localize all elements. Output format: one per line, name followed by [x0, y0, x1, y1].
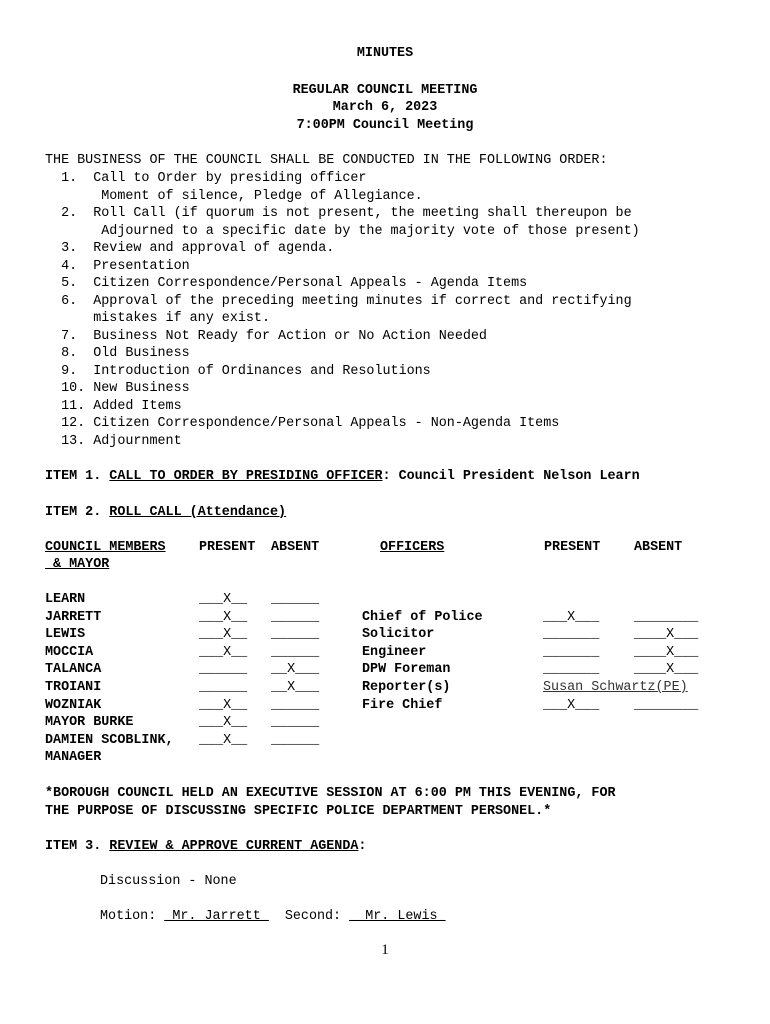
officers-header: OFFICERS — [380, 540, 445, 555]
member-absent: __X___ — [271, 662, 320, 678]
officer-present-header: PRESENT — [544, 540, 601, 555]
item-1 — [45, 468, 640, 485]
item-1-heading: CALL TO ORDER BY PRESIDING OFFICER — [109, 469, 383, 484]
member-name: DAMIEN SCOBLINK, — [45, 732, 174, 748]
officer-name: Engineer — [362, 644, 427, 660]
item-3-prefix: ITEM 3. — [45, 839, 110, 854]
meeting-type: REGULAR COUNCIL MEETING — [292, 83, 478, 98]
order-line: mistakes if any exist. — [45, 311, 270, 326]
members-header-2: & MAYOR — [45, 557, 110, 572]
order-line: 9. Introduction of Ordinances and Resolutions — [45, 363, 431, 379]
document-title: MINUTES — [356, 46, 414, 61]
officer-absent: ____X___ — [634, 644, 699, 660]
member-present: ___X__ — [199, 627, 248, 643]
order-line: Moment of silence, Pledge of Allegiance. — [45, 188, 423, 204]
officer-name: Fire Chief — [362, 697, 443, 713]
member-name: LEWIS — [45, 627, 86, 643]
present-header: PRESENT — [199, 540, 256, 555]
order-line: Adjourned to a specific date by the majority vote of those present) — [45, 223, 640, 239]
item-2 — [45, 504, 286, 521]
member-present: ______ — [199, 662, 248, 678]
officer-absent: ________ — [634, 697, 699, 713]
member-absent: ______ — [271, 644, 320, 660]
member-absent: ______ — [271, 715, 320, 731]
officer-absent: ____X___ — [634, 662, 699, 678]
order-line: 5. Citizen Correspondence/Personal Appeals - Agenda Items — [45, 276, 528, 291]
motion-label: Motion: — [100, 909, 165, 924]
officer-name: DPW Foreman — [362, 662, 451, 678]
item-3 — [45, 838, 366, 855]
member-name: LEARN — [45, 592, 86, 607]
member-name: MAYOR BURKE — [45, 715, 134, 731]
member-name: JARRETT — [45, 609, 102, 625]
officer-present: _______ — [543, 644, 600, 660]
member-name: TROIANI — [45, 680, 102, 695]
item-3-suffix: : — [358, 839, 367, 854]
meeting-date: March 6, 2023 — [332, 100, 438, 115]
member-name: TALANCA — [45, 662, 102, 678]
member-present: ___X__ — [199, 715, 248, 731]
meeting-time: 7:00PM Council Meeting — [296, 118, 474, 133]
member-name: WOZNIAK — [45, 697, 102, 713]
order-line: 11. Added Items — [45, 398, 182, 414]
member-absent: __X___ — [271, 680, 320, 695]
order-line: 13. Adjournment — [45, 433, 182, 449]
order-line: 12. Citizen Correspondence/Personal Appeals - Non-Agenda Items — [45, 416, 560, 431]
order-line: 6. Approval of the preceding meeting minutes if correct and rectifying — [45, 293, 632, 309]
item-3-motion — [100, 908, 446, 925]
order-line: 8. Old Business — [45, 346, 190, 361]
executive-session-note-2: THE PURPOSE OF DISCUSSING SPECIFIC POLICE DEPARTMENT PERSONEL.* — [45, 804, 552, 819]
order-line: 4. Presentation — [45, 258, 190, 274]
officer-absent-header: ABSENT — [634, 540, 683, 555]
member-absent: ______ — [271, 732, 320, 748]
second-value: __Mr. Lewis_ — [349, 909, 446, 924]
item-1-suffix: : Council President Nelson Learn — [382, 469, 640, 484]
page-number: 1 — [381, 942, 389, 958]
absent-header: ABSENT — [271, 540, 320, 555]
officer-name: Solicitor — [362, 627, 435, 643]
item-1-prefix: ITEM 1. — [45, 469, 110, 484]
officer-present: ___X___ — [543, 609, 600, 625]
member-absent: ______ — [271, 627, 320, 643]
order-line: 7. Business Not Ready for Action or No Action Needed — [45, 328, 487, 344]
member-present: ______ — [199, 680, 248, 695]
item-2-prefix: ITEM 2. — [45, 505, 110, 520]
motion-value: _Mr. Jarrett_ — [164, 909, 269, 924]
officer-present: ___X___ — [543, 697, 600, 713]
officer-present: _______ — [543, 627, 600, 643]
member-absent: ______ — [271, 609, 320, 625]
member-present: ___X__ — [199, 609, 248, 625]
officer-absent: ____X___ — [634, 627, 699, 643]
member-absent: ______ — [271, 592, 320, 607]
item-2-heading: ROLL CALL (Attendance) — [109, 505, 287, 520]
order-intro: THE BUSINESS OF THE COUNCIL SHALL BE CONDUCTED IN THE FOLLOWING ORDER: — [45, 153, 608, 168]
member-present: ___X__ — [199, 697, 248, 713]
officer-present: _______ — [543, 662, 600, 678]
order-line: 3. Review and approval of agenda. — [45, 241, 335, 256]
order-line: 10. New Business — [45, 381, 190, 396]
member-present: ___X__ — [199, 732, 248, 748]
officer-present: Susan Schwartz(PE) — [543, 680, 688, 695]
member-absent: ______ — [271, 697, 320, 713]
member-present: ___X__ — [199, 644, 248, 660]
executive-session-note-1: *BOROUGH COUNCIL HELD AN EXECUTIVE SESSION AT 6:00 PM THIS EVENING, FOR — [45, 786, 616, 801]
second-label: Second: — [268, 909, 350, 924]
member-present: ___X__ — [199, 592, 248, 607]
order-line: 2. Roll Call (if quorum is not present, the meeting shall thereupon be — [45, 206, 632, 221]
item-3-discussion: Discussion - None — [100, 874, 237, 889]
officer-name: Reporter(s) — [362, 680, 451, 695]
item-3-heading: REVIEW & APPROVE CURRENT AGENDA — [109, 839, 359, 854]
officer-absent: ________ — [634, 609, 699, 625]
member-name: MOCCIA — [45, 644, 94, 660]
members-header: COUNCIL MEMBERS — [45, 540, 166, 555]
officer-name: Chief of Police — [362, 609, 483, 625]
order-line: 1. Call to Order by presiding officer — [45, 171, 367, 186]
member-name: MANAGER — [45, 750, 102, 766]
